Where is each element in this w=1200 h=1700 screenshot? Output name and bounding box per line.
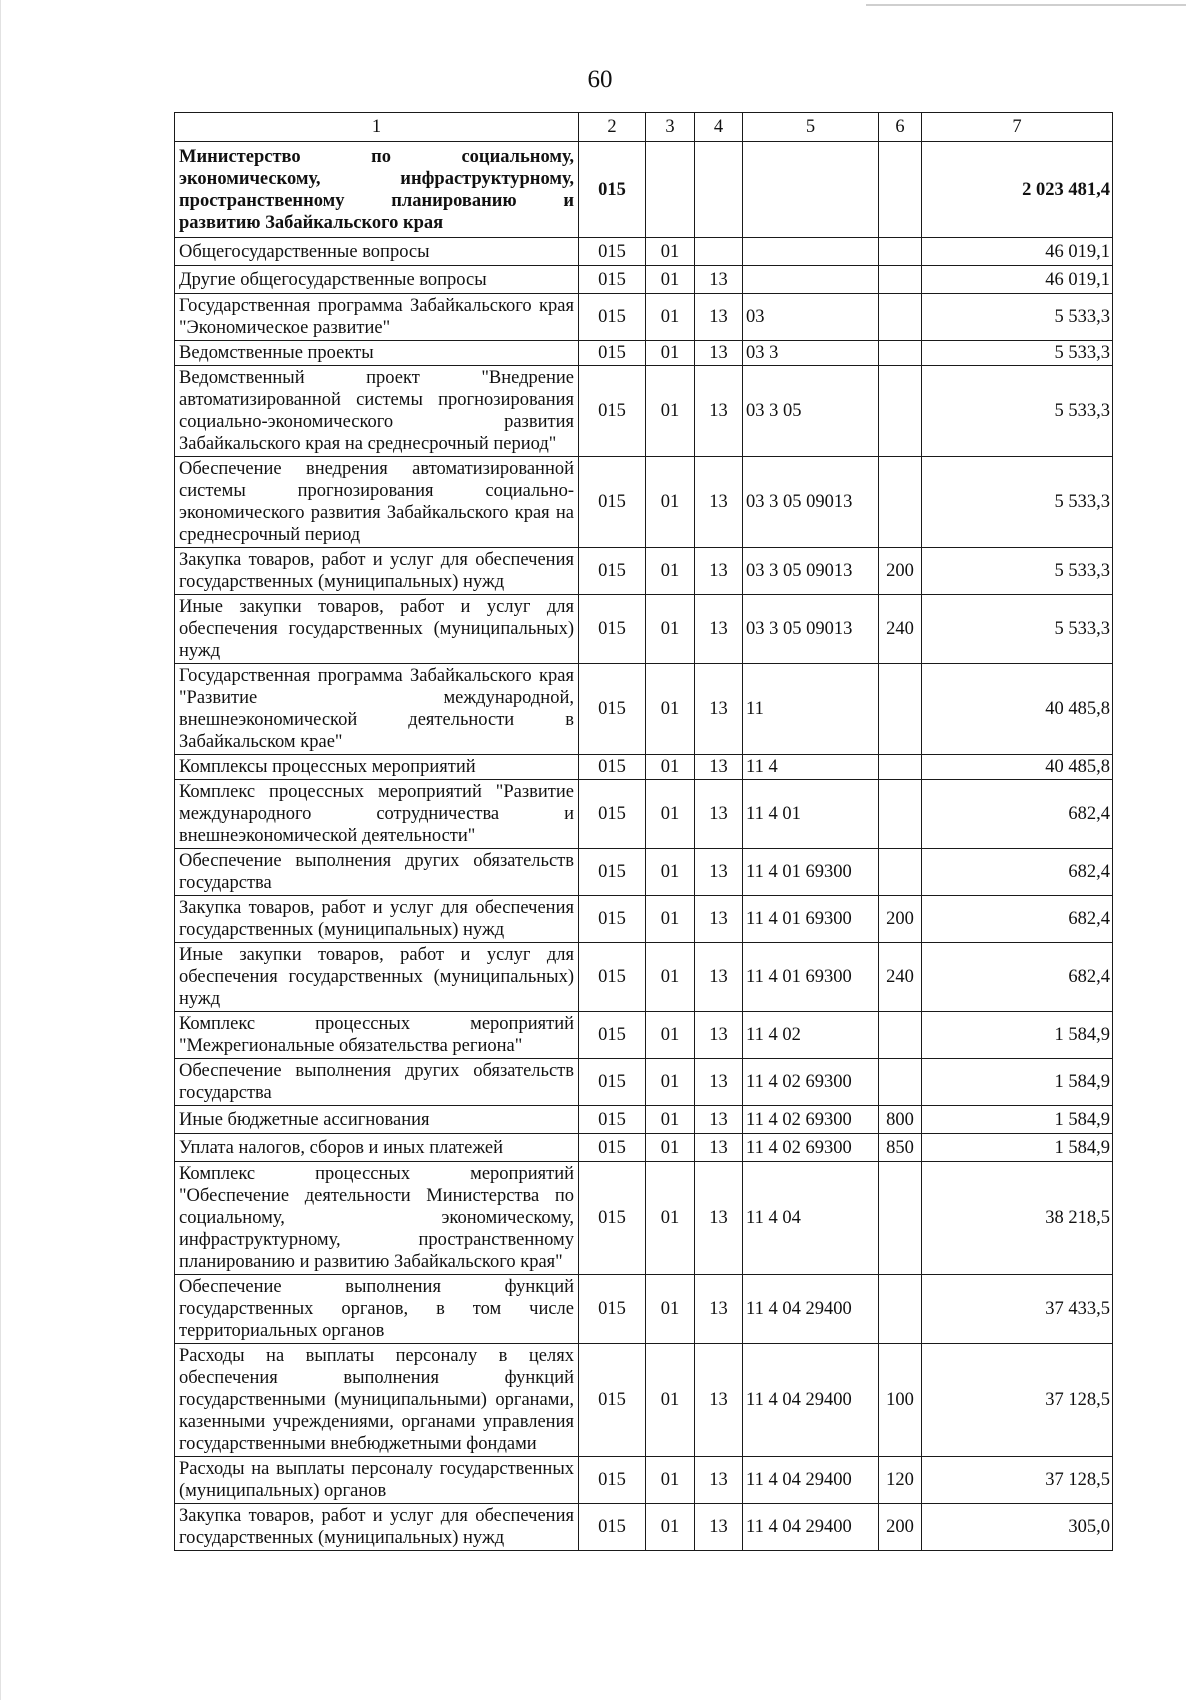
table-row (175, 1162, 1113, 1275)
table-row (175, 366, 1113, 457)
row-section-cell: 01 (646, 548, 695, 595)
row-expense-type-cell (879, 294, 922, 341)
row-name-cell (175, 1059, 579, 1106)
row-name-cell (175, 943, 579, 1012)
row-target-article-cell (743, 266, 879, 294)
row-name-cell (175, 1344, 579, 1457)
row-target-article-cell: 11 4 01 69300 (743, 849, 879, 896)
table-row (175, 849, 1113, 896)
row-expense-type-cell (879, 142, 922, 238)
row-amount-cell: 1 584,9 (922, 1012, 1113, 1059)
row-section-cell: 01 (646, 755, 695, 780)
row-expense-type-cell (879, 266, 922, 294)
row-amount-cell: 37 433,5 (922, 1275, 1113, 1344)
row-section-cell: 01 (646, 1504, 695, 1551)
row-section-cell: 01 (646, 1134, 695, 1162)
row-section-cell: 01 (646, 896, 695, 943)
row-admin-code-cell: 015 (579, 548, 646, 595)
row-expense-type-cell: 120 (879, 1457, 922, 1504)
row-section-cell: 01 (646, 266, 695, 294)
row-subsection-cell: 13 (695, 896, 743, 943)
row-amount-cell: 1 584,9 (922, 1106, 1113, 1134)
row-target-article-cell: 03 3 05 (743, 366, 879, 457)
row-target-article-cell: 11 4 02 69300 (743, 1134, 879, 1162)
row-name-text: Комплекс процессных мероприятий "Обеспечение деятельности Министерства по социальному, экономическому, инфраструктурному, пространственному планированию и развитию Забайкальского края" (179, 1164, 574, 1272)
row-amount-cell: 1 584,9 (922, 1059, 1113, 1106)
row-name-cell (175, 595, 579, 664)
row-name-text: Комплексы процессных мероприятий (179, 757, 476, 777)
row-admin-code-cell: 015 (579, 849, 646, 896)
row-name-cell (175, 755, 579, 780)
table-row (175, 457, 1113, 548)
row-expense-type-cell (879, 341, 922, 366)
row-name-cell (175, 366, 579, 457)
row-name-text: Другие общегосударственные вопросы (179, 269, 487, 290)
row-amount-cell: 46 019,1 (922, 266, 1113, 294)
row-section-cell: 01 (646, 1457, 695, 1504)
row-expense-type-cell: 800 (879, 1106, 922, 1134)
row-name-text: Иные закупки товаров, работ и услуг для обеспечения государственных (муниципальных) нужд (179, 597, 574, 661)
row-name-text: Обеспечение выполнения функций государственных органов, в том числе территориальных органов (179, 1277, 574, 1341)
row-admin-code-cell: 015 (579, 1504, 646, 1551)
row-amount-cell: 5 533,3 (922, 548, 1113, 595)
row-name-cell (175, 849, 579, 896)
row-target-article-cell: 11 4 01 (743, 780, 879, 849)
row-admin-code-cell: 015 (579, 1134, 646, 1162)
row-section-cell: 01 (646, 1106, 695, 1134)
row-target-article-cell: 03 3 05 09013 (743, 457, 879, 548)
row-admin-code-cell: 015 (579, 1012, 646, 1059)
row-name-cell (175, 1162, 579, 1275)
row-name-text: Закупка товаров, работ и услуг для обеспечения государственных (муниципальных) нужд (179, 898, 574, 940)
row-section-cell: 01 (646, 595, 695, 664)
table-row (175, 341, 1113, 366)
row-name-cell (175, 142, 579, 238)
row-subsection-cell: 13 (695, 943, 743, 1012)
row-section-cell: 01 (646, 1012, 695, 1059)
row-amount-cell: 682,4 (922, 943, 1113, 1012)
table-row (175, 595, 1113, 664)
row-name-text: Иные бюджетные ассигнования (179, 1109, 430, 1130)
table-row (175, 664, 1113, 755)
row-name-text: Закупка товаров, работ и услуг для обеспечения государственных (муниципальных) нужд (179, 1506, 574, 1548)
row-expense-type-cell: 240 (879, 595, 922, 664)
row-subsection-cell: 13 (695, 1162, 743, 1275)
row-admin-code-cell: 015 (579, 341, 646, 366)
table-row (175, 1059, 1113, 1106)
row-name-cell (175, 294, 579, 341)
row-section-cell: 01 (646, 366, 695, 457)
row-admin-code-cell: 015 (579, 780, 646, 849)
header-col-5: 5 (743, 113, 879, 142)
row-expense-type-cell (879, 457, 922, 548)
header-col-1: 1 (175, 113, 579, 142)
row-name-text: Иные закупки товаров, работ и услуг для обеспечения государственных (муниципальных) нужд (179, 945, 574, 1009)
row-target-article-cell: 11 4 01 69300 (743, 896, 879, 943)
row-admin-code-cell: 015 (579, 1162, 646, 1275)
row-amount-cell: 5 533,3 (922, 457, 1113, 548)
header-row (175, 113, 1113, 142)
row-admin-code-cell: 015 (579, 1457, 646, 1504)
budget-table (174, 112, 1113, 1551)
row-target-article-cell: 11 4 04 29400 (743, 1504, 879, 1551)
table-row (175, 1457, 1113, 1504)
row-expense-type-cell: 850 (879, 1134, 922, 1162)
row-subsection-cell: 13 (695, 1504, 743, 1551)
row-subsection-cell: 13 (695, 780, 743, 849)
row-subsection-cell: 13 (695, 548, 743, 595)
row-section-cell: 01 (646, 238, 695, 266)
row-expense-type-cell (879, 238, 922, 266)
row-admin-code-cell: 015 (579, 366, 646, 457)
row-name-cell (175, 457, 579, 548)
row-name-text: Общегосударственные вопросы (179, 241, 430, 262)
table-row (175, 1134, 1113, 1162)
row-subsection-cell: 13 (695, 457, 743, 548)
table-row (175, 142, 1113, 238)
table-row (175, 548, 1113, 595)
row-admin-code-cell: 015 (579, 457, 646, 548)
row-name-text: Государственная программа Забайкальского края "Экономическое развитие" (179, 296, 574, 338)
row-section-cell: 01 (646, 780, 695, 849)
row-admin-code-cell: 015 (579, 943, 646, 1012)
row-subsection-cell: 13 (695, 294, 743, 341)
row-expense-type-cell (879, 849, 922, 896)
row-name-cell (175, 1012, 579, 1059)
row-name-text: Обеспечение внедрения автоматизированной системы прогнозирования социально-экономического развития Забайкальского края на среднесрочный период (179, 459, 574, 545)
row-subsection-cell: 13 (695, 1106, 743, 1134)
row-target-article-cell: 11 4 04 29400 (743, 1344, 879, 1457)
row-subsection-cell: 13 (695, 1457, 743, 1504)
row-target-article-cell (743, 238, 879, 266)
table-row (175, 1012, 1113, 1059)
row-target-article-cell: 11 4 04 (743, 1162, 879, 1275)
row-expense-type-cell (879, 780, 922, 849)
row-target-article-cell: 11 4 02 69300 (743, 1059, 879, 1106)
row-name-text: Комплекс процессных мероприятий "Развитие международного сотрудничества и внешнеэкономической деятельности" (179, 782, 574, 846)
row-name-text: Расходы на выплаты персоналу государственных (муниципальных) органов (179, 1459, 574, 1501)
table-row (175, 294, 1113, 341)
header-col-3: 3 (646, 113, 695, 142)
row-section-cell: 01 (646, 457, 695, 548)
row-name-cell (175, 896, 579, 943)
row-amount-cell: 2 023 481,4 (922, 142, 1113, 238)
row-admin-code-cell: 015 (579, 595, 646, 664)
row-target-article-cell: 03 3 (743, 341, 879, 366)
row-amount-cell: 37 128,5 (922, 1344, 1113, 1457)
row-admin-code-cell: 015 (579, 896, 646, 943)
row-name-cell (175, 266, 579, 294)
table-row (175, 896, 1113, 943)
row-name-text: Ведомственные проекты (179, 343, 374, 363)
row-admin-code-cell: 015 (579, 1344, 646, 1457)
row-expense-type-cell: 200 (879, 1504, 922, 1551)
table-row (175, 266, 1113, 294)
row-subsection-cell (695, 142, 743, 238)
row-expense-type-cell: 200 (879, 896, 922, 943)
row-name-cell (175, 1504, 579, 1551)
row-admin-code-cell: 015 (579, 238, 646, 266)
row-admin-code-cell: 015 (579, 266, 646, 294)
row-amount-cell: 5 533,3 (922, 595, 1113, 664)
row-name-text: Министерство по социальному, экономическому, инфраструктурному, пространственному планированию и развитию Забайкальского края (179, 146, 574, 233)
table-row (175, 238, 1113, 266)
row-section-cell: 01 (646, 849, 695, 896)
row-amount-cell: 5 533,3 (922, 294, 1113, 341)
row-subsection-cell: 13 (695, 1275, 743, 1344)
table-row (175, 1275, 1113, 1344)
header-col-7: 7 (922, 113, 1113, 142)
row-admin-code-cell: 015 (579, 664, 646, 755)
row-name-text: Обеспечение выполнения других обязательств государства (179, 851, 574, 893)
header-col-2: 2 (579, 113, 646, 142)
row-name-text: Государственная программа Забайкальского края "Развитие международной, внешнеэкономической деятельности в Забайкальском крае" (179, 666, 574, 752)
row-expense-type-cell (879, 664, 922, 755)
row-name-cell (175, 238, 579, 266)
table-body (175, 142, 1113, 1551)
row-amount-cell: 46 019,1 (922, 238, 1113, 266)
scan-edge-left (0, 0, 1, 1700)
row-name-text: Комплекс процессных мероприятий "Межрегиональные обязательства региона" (179, 1014, 574, 1056)
row-subsection-cell: 13 (695, 755, 743, 780)
row-section-cell: 01 (646, 1275, 695, 1344)
row-subsection-cell: 13 (695, 341, 743, 366)
row-name-cell (175, 780, 579, 849)
row-amount-cell: 682,4 (922, 780, 1113, 849)
row-expense-type-cell (879, 755, 922, 780)
scan-edge-top (866, 4, 1186, 6)
row-amount-cell: 305,0 (922, 1504, 1113, 1551)
row-name-text: Уплата налогов, сборов и иных платежей (179, 1137, 504, 1158)
row-name-text: Обеспечение выполнения других обязательств государства (179, 1061, 574, 1103)
row-expense-type-cell (879, 1162, 922, 1275)
row-expense-type-cell: 200 (879, 548, 922, 595)
row-subsection-cell: 13 (695, 664, 743, 755)
row-target-article-cell: 11 4 04 29400 (743, 1457, 879, 1504)
header-col-6: 6 (879, 113, 922, 142)
row-name-cell (175, 1134, 579, 1162)
row-subsection-cell: 13 (695, 1134, 743, 1162)
row-target-article-cell: 03 3 05 09013 (743, 595, 879, 664)
row-expense-type-cell: 100 (879, 1344, 922, 1457)
row-subsection-cell: 13 (695, 595, 743, 664)
row-target-article-cell: 11 4 04 29400 (743, 1275, 879, 1344)
row-name-cell (175, 664, 579, 755)
row-target-article-cell: 11 4 (743, 755, 879, 780)
row-name-text: Ведомственный проект "Внедрение автоматизированной системы прогнозирования социально-экономического развития Забайкальского края на среднесрочный период" (179, 368, 574, 454)
row-name-text: Расходы на выплаты персоналу в целях обеспечения выполнения функций государственными (муниципальными) органами, казенными учреждениями, органами управления государственными внебюджетными фондами (179, 1346, 574, 1454)
budget-table-container (174, 112, 1112, 1551)
row-amount-cell: 40 485,8 (922, 755, 1113, 780)
row-name-cell (175, 1106, 579, 1134)
table-header (175, 113, 1113, 142)
table-row (175, 1106, 1113, 1134)
row-expense-type-cell (879, 1275, 922, 1344)
row-section-cell: 01 (646, 1162, 695, 1275)
row-amount-cell: 5 533,3 (922, 366, 1113, 457)
row-expense-type-cell (879, 366, 922, 457)
page-number: 60 (587, 66, 613, 93)
row-section-cell: 01 (646, 1059, 695, 1106)
row-expense-type-cell (879, 1059, 922, 1106)
row-section-cell: 01 (646, 294, 695, 341)
table-row (175, 780, 1113, 849)
row-amount-cell: 38 218,5 (922, 1162, 1113, 1275)
row-target-article-cell: 11 (743, 664, 879, 755)
row-amount-cell: 1 584,9 (922, 1134, 1113, 1162)
row-subsection-cell (695, 238, 743, 266)
row-subsection-cell: 13 (695, 1059, 743, 1106)
row-section-cell (646, 142, 695, 238)
row-amount-cell: 682,4 (922, 849, 1113, 896)
row-subsection-cell: 13 (695, 849, 743, 896)
row-expense-type-cell (879, 1012, 922, 1059)
row-target-article-cell: 11 4 02 69300 (743, 1106, 879, 1134)
row-admin-code-cell: 015 (579, 294, 646, 341)
row-target-article-cell (743, 142, 879, 238)
row-name-text: Закупка товаров, работ и услуг для обеспечения государственных (муниципальных) нужд (179, 550, 574, 592)
row-section-cell: 01 (646, 664, 695, 755)
header-col-4: 4 (695, 113, 743, 142)
table-row (175, 1504, 1113, 1551)
row-admin-code-cell: 015 (579, 142, 646, 238)
row-expense-type-cell: 240 (879, 943, 922, 1012)
table-row (175, 943, 1113, 1012)
row-section-cell: 01 (646, 943, 695, 1012)
row-target-article-cell: 11 4 01 69300 (743, 943, 879, 1012)
row-admin-code-cell: 015 (579, 755, 646, 780)
row-admin-code-cell: 015 (579, 1059, 646, 1106)
row-amount-cell: 682,4 (922, 896, 1113, 943)
row-name-cell (175, 1275, 579, 1344)
row-section-cell: 01 (646, 1344, 695, 1457)
table-row (175, 1344, 1113, 1457)
row-subsection-cell: 13 (695, 366, 743, 457)
row-target-article-cell: 03 (743, 294, 879, 341)
row-subsection-cell: 13 (695, 266, 743, 294)
row-name-cell (175, 1457, 579, 1504)
row-subsection-cell: 13 (695, 1012, 743, 1059)
row-name-cell (175, 548, 579, 595)
row-amount-cell: 37 128,5 (922, 1457, 1113, 1504)
table-row (175, 755, 1113, 780)
row-target-article-cell: 11 4 02 (743, 1012, 879, 1059)
row-section-cell: 01 (646, 341, 695, 366)
row-amount-cell: 40 485,8 (922, 664, 1113, 755)
row-amount-cell: 5 533,3 (922, 341, 1113, 366)
row-admin-code-cell: 015 (579, 1106, 646, 1134)
row-admin-code-cell: 015 (579, 1275, 646, 1344)
row-name-cell (175, 341, 579, 366)
row-subsection-cell: 13 (695, 1344, 743, 1457)
row-target-article-cell: 03 3 05 09013 (743, 548, 879, 595)
